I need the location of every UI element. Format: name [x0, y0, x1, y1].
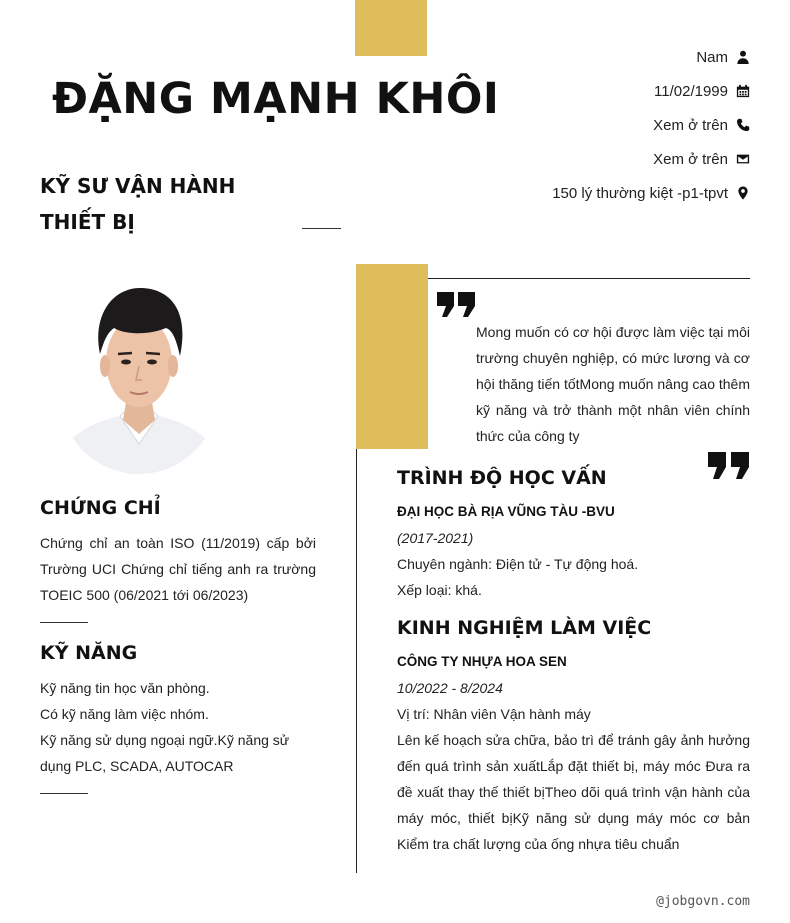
skills-heading: KỸ NĂNG [40, 642, 138, 664]
phone-value[interactable]: Xem ở trên [653, 116, 728, 134]
calendar-icon [728, 84, 750, 98]
objective-top-rule [428, 278, 750, 279]
education-rank: Xếp loại: khá. [397, 582, 482, 598]
accent-block-top [355, 0, 427, 56]
skill-item: Có kỹ năng làm việc nhóm. [40, 706, 209, 722]
location-pin-icon [728, 186, 750, 200]
contact-info [420, 40, 750, 210]
accent-block-middle [356, 264, 428, 449]
education-period: (2017-2021) [397, 530, 474, 546]
job-title: KỸ SƯ VẬN HÀNH THIẾT BỊ [40, 174, 236, 234]
quote-open-icon [437, 292, 477, 318]
certificates-divider [40, 622, 88, 623]
email-value[interactable]: Xem ở trên [653, 150, 728, 168]
birthdate-value: 11/02/1999 [654, 82, 728, 100]
footer-watermark: @jobgovn.com [656, 894, 750, 909]
skill-item: Kỹ năng sử dụng ngoại ngữ.Kỹ năng sử dụng PLC, SCADA, AUTOCAR [40, 732, 290, 774]
title-divider [302, 228, 341, 229]
education-section [397, 499, 750, 603]
education-major: Chuyên ngành: Điện tử - Tự động hoá. [397, 556, 639, 572]
skill-item: Kỹ năng tin học văn phòng. [40, 680, 210, 696]
contact-address [420, 176, 750, 210]
certificates-heading: CHỨNG CHỈ [40, 497, 161, 519]
education-heading: TRÌNH ĐỘ HỌC VẤN [397, 467, 607, 489]
experience-description: Lên kế hoạch sửa chữa, bảo trì để tránh gây ảnh hưởng đến quá trình sản xuấtLắp đặt thiết bị, máy móc Đưa ra đề xuất thay thế thiết bịTheo dõi quá trình vận hành của máy móc, thiết bịKỹ năng sử dụng máy móc cơ bản Kiểm tra chất lượng của ống nhựa tiêu chuẩn [397, 732, 750, 852]
column-divider [356, 449, 357, 873]
email-icon [728, 152, 750, 166]
certificates-text: Chứng chỉ an toàn ISO (11/2019) cấp bởi Trường UCI Chứng chỉ tiếng anh ra trường TOEIC 500 (06/2021 tới 06/2023) [40, 535, 316, 603]
experience-position: Vị trí: Nhân viên Vận hành máy [397, 706, 591, 722]
school-name: ĐẠI HỌC BÀ RỊA VŨNG TÀU -BVU [397, 504, 615, 519]
quote-close-icon [708, 452, 750, 480]
phone-icon [728, 118, 750, 132]
candidate-name: ĐẶNG MẠNH KHÔI [52, 74, 500, 124]
contact-birthdate [420, 74, 750, 108]
experience-period: 10/2022 - 8/2024 [397, 680, 503, 696]
experience-section [397, 649, 750, 857]
skills-list [40, 675, 290, 779]
career-objective: Mong muốn có cơ hội được làm việc tại môi trường chuyên nghiệp, có mức lương và cơ hội thăng tiến tốtMong muốn nâng cao thêm kỹ năng và trở thành một nhân viên chính thức của công ty [476, 324, 750, 444]
gender-value: Nam [696, 48, 728, 66]
experience-heading: KINH NGHIỆM LÀM VIỆC [397, 617, 652, 639]
address-value: 150 lý thường kiệt -p1-tpvt [552, 184, 728, 202]
company-name: CÔNG TY NHỰA HOA SEN [397, 654, 567, 669]
profile-photo [60, 284, 218, 474]
person-icon [728, 50, 750, 64]
skills-divider [40, 793, 88, 794]
contact-gender [420, 40, 750, 74]
contact-email [420, 142, 750, 176]
contact-phone [420, 108, 750, 142]
